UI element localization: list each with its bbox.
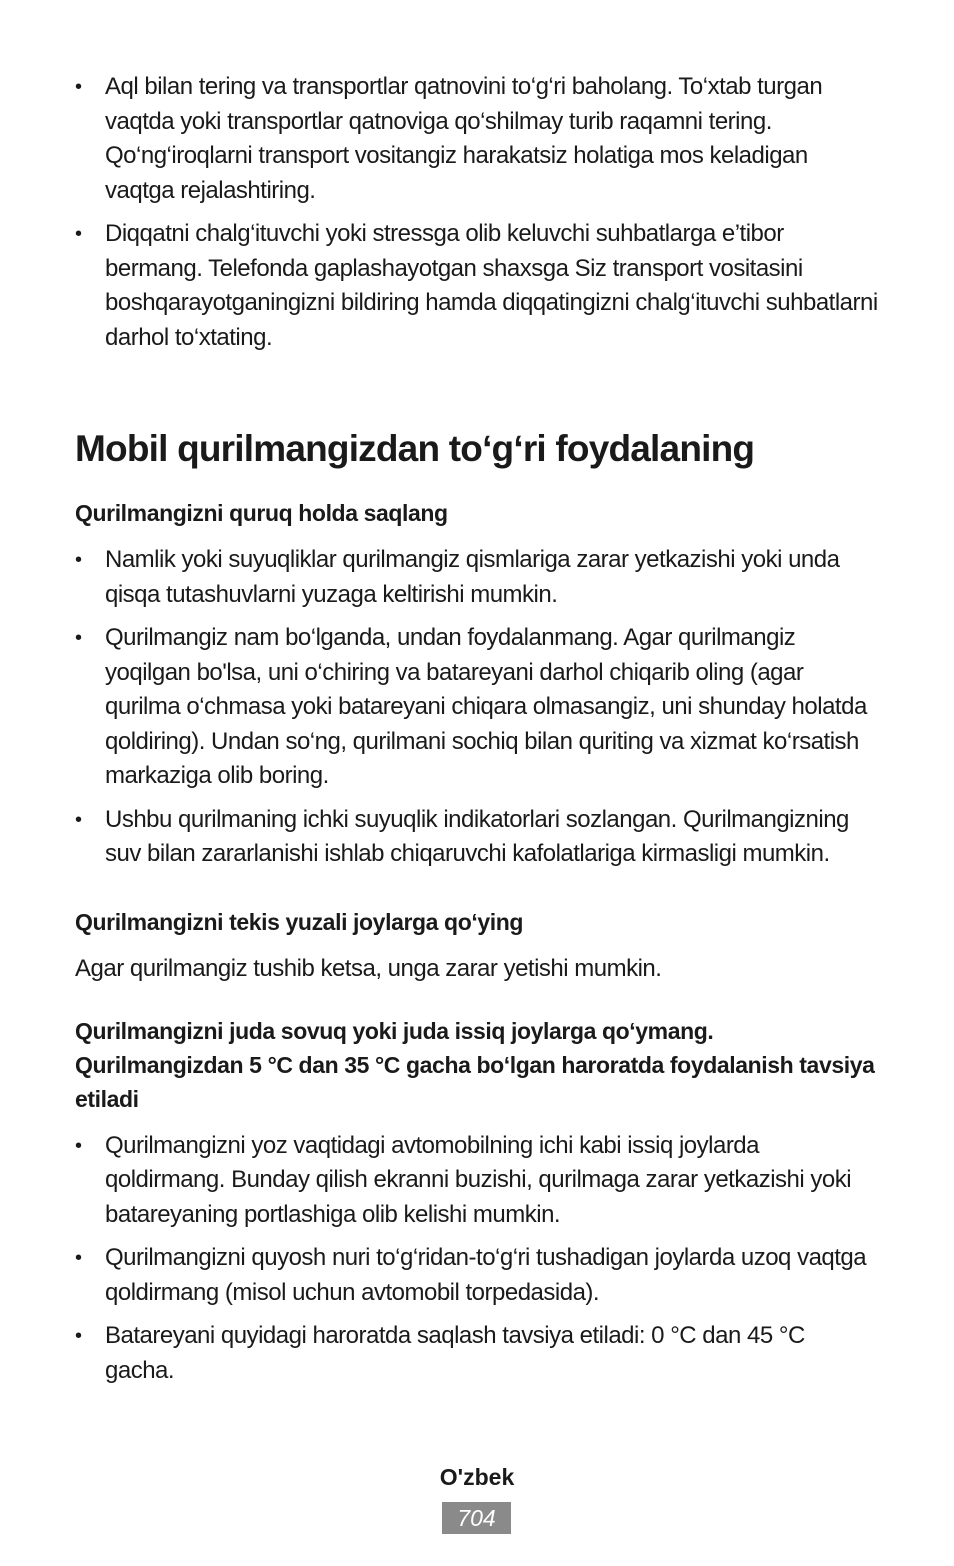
list-item-text: Namlik yoki suyuqliklar qurilmangiz qismlariga zarar yetkazishi yoki unda qisqa tutashuvlarni yuzaga keltirishi mumkin. xyxy=(105,546,840,608)
list-item xyxy=(75,621,880,794)
flat-paragraph: Agar qurilmangiz tushib ketsa, unga zarar yetishi mumkin. xyxy=(75,954,662,982)
list-item-text: Diqqatni chalg‘ituvchi yoki stressga olib keluvchi suhbatlarga e’tibor bermang. Telefonda gaplashayotgan shaxsga Siz transport vositasini boshqarayotganingizni bildiring hamda diqqatingizni chalg‘ituvchi suhbatlarni darhol to‘xtating. xyxy=(105,220,878,351)
list-item-text: Ushbu qurilmaning ichki suyuqlik indikatorlari sozlangan. Qurilmangizning suv bilan zararlanishi ishlab chiqaruvchi kafolatlariga kirmasligi mumkin. xyxy=(105,805,849,867)
bullet-icon: • xyxy=(75,627,82,649)
page-number: 704 xyxy=(442,1502,511,1534)
list-item-text: Batareyani quyidagi haroratda saqlash tavsiya etiladi: 0 °C dan 45 °C gacha. xyxy=(105,1322,805,1384)
bullet-icon: • xyxy=(75,808,82,831)
list-item xyxy=(75,1241,880,1310)
intro-bullet-list xyxy=(75,70,880,355)
list-item-text: Qurilmangizni quyosh nuri to‘g‘ridan-to‘g‘ri tushadigan joylarda uzoq vaqtga qoldirmang (misol uchun avtomobil torpedasida). xyxy=(105,1244,867,1306)
footer-language: O'zbek xyxy=(439,1464,515,1490)
page-content xyxy=(75,70,880,1397)
bullet-icon: • xyxy=(75,1247,82,1269)
subsection-heading-flat: Qurilmangizni tekis yuzali joylarga qo‘ying xyxy=(75,908,524,935)
bullet-icon: • xyxy=(75,76,82,98)
list-item-text: Aql bilan tering va transportlar qatnovini to‘g‘ri baholang. To‘xtab turgan vaqtda yoki transportlar qatnoviga qo‘shilmay turib raqamni tering. Qo‘ng‘iroqlarni transport vositangiz harakatsiz holatiga mos keladigan vaqtga rejalashtiring. xyxy=(105,73,823,204)
list-item-text: Qurilmangiz nam bo‘lganda, undan foydalanmang. Agar qurilmangiz yoqilgan bo'lsa, uni o‘chiring va batareyani darhol chiqarib oling (agar qurilma o‘chmasa yoki batareyani chiqara olmasangiz, uni shunday holatda qoldiring). Undan so‘ng, qurilmani sochiq bilan quriting va xizmat ko‘rsatish markaziga olib boring. xyxy=(105,624,867,789)
bullet-icon: • xyxy=(75,1134,82,1157)
temperature-bullet-list xyxy=(75,1129,880,1389)
list-item xyxy=(75,803,880,872)
list-item xyxy=(75,70,880,208)
section-title: Mobil qurilmangizdan to‘g‘ri foydalaning xyxy=(75,428,755,469)
subsection-heading-dry: Qurilmangizni quruq holda saqlang xyxy=(75,500,448,526)
list-item xyxy=(75,1319,880,1388)
list-item xyxy=(75,217,880,355)
list-item xyxy=(75,543,880,612)
subsection-heading-temperature: Qurilmangizni juda sovuq yoki juda issiq joylarga qo‘ymang. Qurilmangizdan 5 °C dan 35 °C gacha bo‘lgan haroratda foydalanish tavsiya etiladi xyxy=(75,1017,875,1112)
bullet-icon: • xyxy=(75,549,82,571)
bullet-icon: • xyxy=(75,223,82,245)
list-item-text: Qurilmangizni yoz vaqtidagi avtomobilning ichi kabi issiq joylarda qoldirmang. Bunday qilish ekranni buzishi, qurilmaga zarar yetkazishi yoki batareyaning portlashiga olib kelishi mumkin. xyxy=(105,1131,852,1228)
list-item xyxy=(75,1129,880,1233)
bullet-icon: • xyxy=(75,1325,82,1347)
dry-bullet-list xyxy=(75,543,880,872)
